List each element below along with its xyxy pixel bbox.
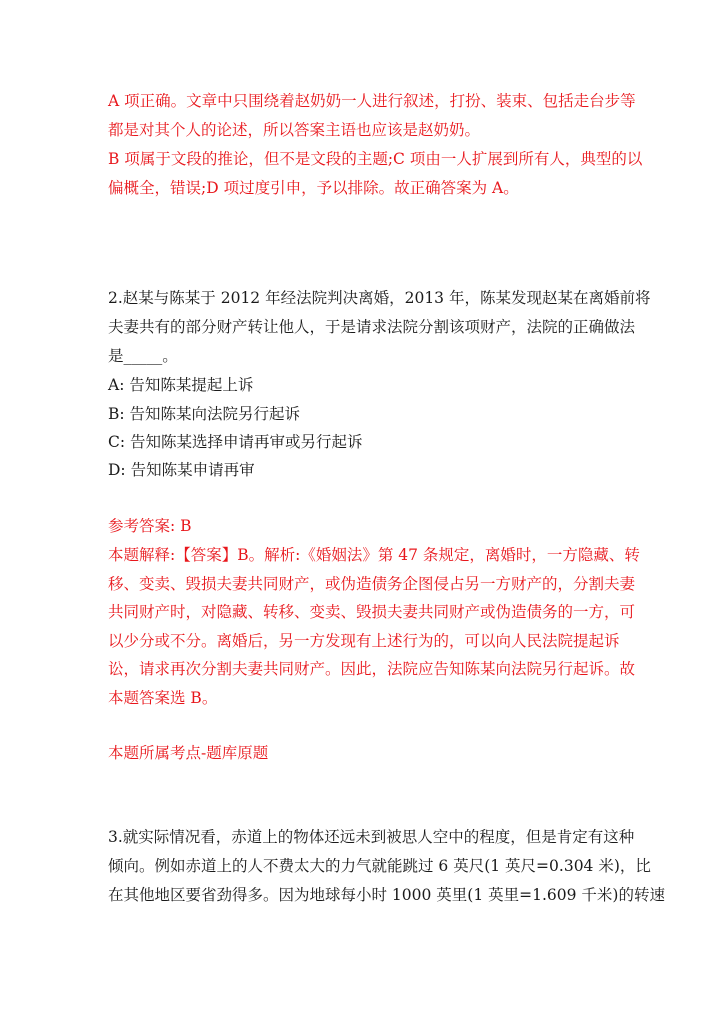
analysis-line: B 项属于文段的推论，但不是文段的主题;C 项由一人扩展到所有人，典型的以 [108, 150, 643, 168]
explanation-line: 本题解释:【答案】B。解析:《婚姻法》第 47 条规定，离婚时，一方隐藏、转 [108, 546, 640, 564]
explanation-line: 以少分或不分。离婚后，另一方发现有上述行为的，可以向人民法院提起诉 [108, 632, 620, 650]
question-stem-line: 2.赵某与陈某于 2012 年经法院判决离婚，2013 年，陈某发现赵某在离婚前将 [108, 289, 651, 307]
analysis-line: 都是对其个人的论述，所以答案主语也应该是赵奶奶。 [108, 121, 481, 139]
reference-answer: 参考答案: B [108, 517, 192, 535]
explanation-line: 讼，请求再次分割夫妻共同财产。因此，法院应告知陈某向法院另行起诉。故 [108, 660, 636, 678]
topic-label: 本题所属考点-题库原题 [108, 744, 269, 762]
question-stem-line: 夫妻共有的部分财产转让他人，于是请求法院分割该项财产，法院的正确做法 [108, 318, 636, 336]
option-c: C: 告知陈某选择申请再审或另行起诉 [108, 433, 363, 451]
option-d: D: 告知陈某申请再审 [108, 461, 255, 479]
analysis-line: 偏概全，错误;D 项过度引申，予以排除。故正确答案为 A。 [108, 179, 519, 197]
question-stem-line: 是_____。 [108, 347, 178, 365]
analysis-line: A 项正确。文章中只围绕着赵奶奶一人进行叙述，打扮、装束、包括走台步等 [108, 92, 636, 110]
question-stem-line: 3.就实际情况看，赤道上的物体还远未到被思人空中的程度，但是肯定有这种 [108, 828, 635, 846]
option-b: B: 告知陈某向法院另行起诉 [108, 405, 301, 423]
explanation-line: 移、变卖、毁损夫妻共同财产，或伪造债务企图侵占另一方财产的，分割夫妻 [108, 575, 636, 593]
question-stem-line: 倾向。例如赤道上的人不费太大的力气就能跳过 6 英尺(1 英尺=0.304 米)，比 [108, 857, 651, 875]
question-stem-line: 在其他地区要省劲得多。因为地球每小时 1000 英里(1 英里=1.609 千米)的转速 [108, 886, 665, 904]
explanation-line: 本题答案选 B。 [108, 689, 218, 707]
explanation-line: 共同财产时，对隐藏、转移、变卖、毁损夫妻共同财产或伪造债务的一方，可 [108, 603, 636, 621]
option-a: A: 告知陈某提起上诉 [108, 376, 254, 394]
